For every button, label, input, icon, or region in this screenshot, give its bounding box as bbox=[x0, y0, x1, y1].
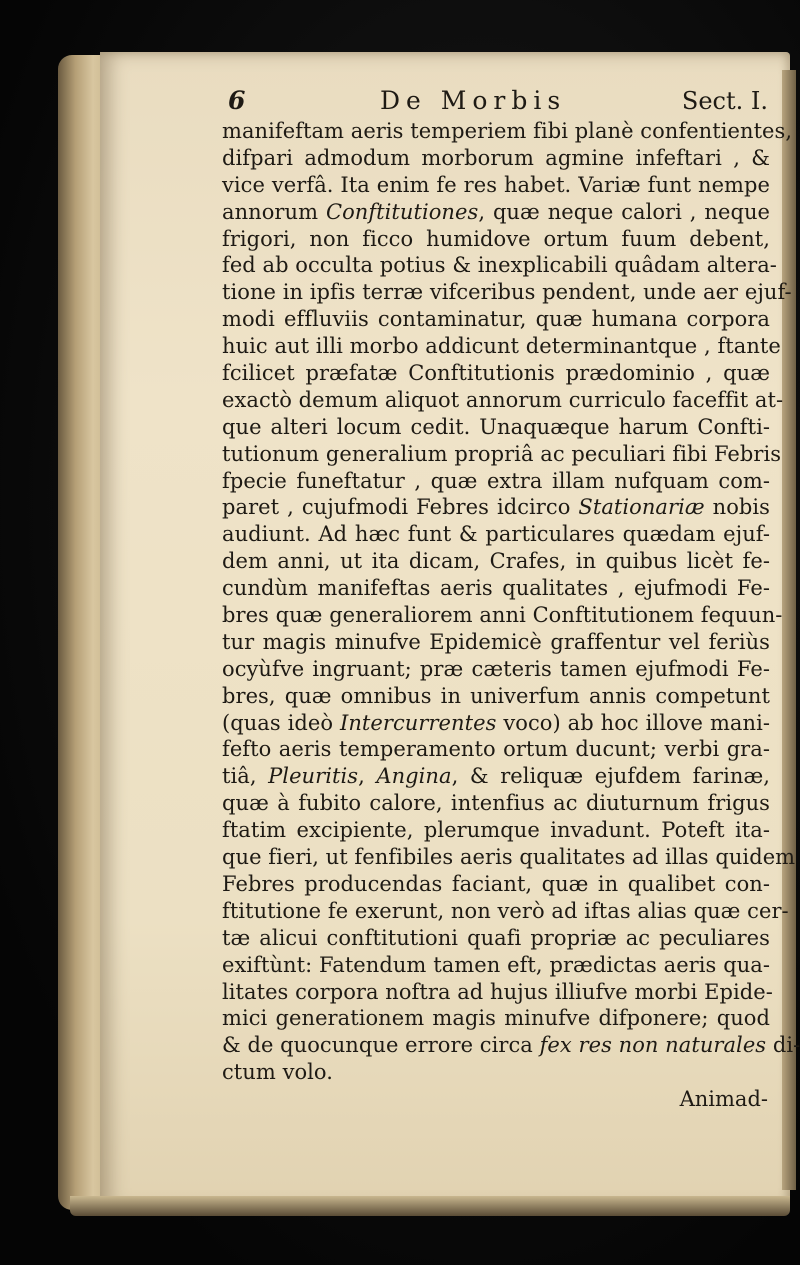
text-line bbox=[222, 898, 789, 925]
text-run: , bbox=[358, 764, 377, 789]
text-run: (quas ideò bbox=[222, 710, 341, 735]
text-run: audiunt. Ad hæc funt & particulares quædam ejuf- bbox=[222, 522, 770, 547]
text-run: exactò demum aliquot annorum curriculo faceffit at- bbox=[222, 387, 784, 412]
text-line bbox=[222, 118, 793, 145]
text-run: bres, quæ omnibus in univerfum annis competunt bbox=[222, 683, 770, 708]
text-run: bres quæ generaliorem anni Conftitutionem fequun- bbox=[222, 603, 783, 628]
text-run: Febres producendas faciant, quæ in qualibet con- bbox=[222, 871, 770, 896]
text-run: fcilicet præfatæ Conftitutionis prædominio , quæ bbox=[222, 361, 770, 386]
text-line bbox=[222, 629, 770, 656]
text-run: , quæ neque calori , neque bbox=[478, 199, 771, 224]
text-run: vice verfâ. Ita enim fe res habet. Variæ funt nempe bbox=[222, 172, 770, 197]
italic-term: Stationariæ bbox=[578, 495, 705, 520]
section-label: Sect. I. bbox=[681, 87, 768, 115]
text-run: frigori, non ficco humidove ortum fuum debent, bbox=[222, 226, 770, 251]
text-block bbox=[222, 86, 800, 1113]
text-line bbox=[222, 656, 770, 683]
italic-term: Pleuritis bbox=[268, 764, 359, 789]
italic-term: Angina bbox=[376, 764, 452, 789]
text-run: tiâ, bbox=[222, 764, 269, 789]
text-line bbox=[222, 952, 770, 979]
text-line bbox=[222, 1005, 770, 1032]
text-line bbox=[222, 710, 770, 737]
text-line bbox=[222, 683, 770, 710]
page-bottom-edge bbox=[70, 1196, 790, 1216]
text-line bbox=[222, 1059, 770, 1086]
catchword: Animad- bbox=[679, 1087, 768, 1112]
text-line bbox=[222, 763, 770, 790]
text-run: dem anni, ut ita dicam, Crafes, in quibus licèt fe- bbox=[222, 549, 770, 574]
text-run: tur magis minufve Epidemicè graffentur vel feriùs bbox=[222, 629, 770, 654]
text-run: tutionum generalium propriâ ac peculiari fibi Febris bbox=[222, 441, 782, 466]
italic-term: Intercurrentes bbox=[340, 710, 497, 735]
italic-term: fex res non naturales bbox=[539, 1033, 767, 1058]
text-run: ftatim excipiente, plerumque invadunt. Poteft ita- bbox=[222, 818, 770, 843]
text-line bbox=[222, 871, 770, 898]
text-line bbox=[222, 199, 770, 226]
text-line bbox=[222, 252, 777, 279]
text-run: & de quocunque errore circa bbox=[222, 1033, 540, 1058]
text-run: que fieri, ut fenfibiles aeris qualitates ad illas quidem bbox=[222, 845, 796, 870]
page-number: 6 bbox=[228, 86, 246, 115]
text-run: di- bbox=[766, 1033, 800, 1058]
text-line bbox=[222, 226, 770, 253]
text-line bbox=[222, 548, 770, 575]
text-line bbox=[222, 387, 784, 414]
text-line bbox=[222, 441, 782, 468]
text-line bbox=[222, 279, 792, 306]
text-run: mici generationem magis minufve difponere; quod bbox=[222, 1006, 770, 1031]
page-edge bbox=[782, 70, 796, 1190]
text-run: cundùm manifeftas aeris qualitates , ejufmodi Fe- bbox=[222, 576, 770, 601]
text-line bbox=[222, 333, 781, 360]
text-run: voco) ab hoc illove mani- bbox=[496, 710, 770, 735]
text-run: tæ alicui conftitutioni quafi propriæ ac peculiares bbox=[222, 925, 770, 950]
text-run: , & reliquæ ejufdem farinæ, bbox=[451, 764, 771, 789]
text-line bbox=[222, 736, 770, 763]
text-line bbox=[222, 468, 770, 495]
text-line bbox=[222, 521, 770, 548]
text-run: fefto aeris temperamento ortum ducunt; verbi gra- bbox=[222, 737, 770, 762]
text-run: tione in ipfis terræ vifceribus pendent, unde aer ejuf- bbox=[222, 280, 792, 305]
text-run: exiftùnt: Fatendum tamen eft, prædictas aeris qua- bbox=[222, 952, 770, 977]
text-run: nobis bbox=[704, 495, 770, 520]
text-line bbox=[222, 817, 770, 844]
italic-term: Conftitutiones bbox=[325, 199, 479, 224]
text-run: difpari admodum morborum agmine infeftari , & bbox=[222, 145, 770, 170]
text-run: quæ à fubito calore, intenfius ac diuturnum frigus bbox=[222, 791, 770, 816]
text-line bbox=[222, 1032, 800, 1059]
text-run: que alteri locum cedit. Unaquæque harum Confti- bbox=[222, 414, 770, 439]
body-text bbox=[222, 118, 800, 1086]
text-line bbox=[222, 414, 770, 441]
text-run: ftitutione fe exerunt, non verò ad iftas alias quæ cer- bbox=[222, 898, 789, 923]
text-run: ctum volo. bbox=[222, 1060, 333, 1085]
text-line bbox=[222, 172, 770, 199]
text-line bbox=[222, 494, 770, 521]
text-run: ocyùfve ingruant; præ cæteris tamen ejufmodi Fe- bbox=[222, 656, 770, 681]
text-line bbox=[222, 979, 773, 1006]
text-line bbox=[222, 145, 770, 172]
text-run: huic aut illi morbo addicunt determinantque , ftante bbox=[222, 334, 781, 359]
text-run: fed ab occulta potius & inexplicabili quâdam altera- bbox=[222, 253, 777, 278]
running-title: De Morbis bbox=[380, 86, 567, 115]
text-run: litates corpora noftra ad hujus illiufve morbi Epide- bbox=[222, 979, 773, 1004]
text-line bbox=[222, 306, 770, 333]
text-run: fpecie funeftatur , quæ extra illam nufquam com- bbox=[222, 468, 770, 493]
text-line bbox=[222, 602, 783, 629]
text-run: paret , cujufmodi Febres idcirco bbox=[222, 495, 579, 520]
text-line bbox=[222, 360, 770, 387]
text-line bbox=[222, 844, 796, 871]
running-head bbox=[222, 86, 770, 116]
text-line bbox=[222, 925, 770, 952]
text-run: annorum bbox=[222, 199, 326, 224]
text-line bbox=[222, 790, 770, 817]
text-run: modi effluviis contaminatur, quæ humana corpora bbox=[222, 307, 770, 332]
text-run: manifeftam aeris temperiem fibi planè confentientes, bbox=[222, 119, 793, 143]
text-line bbox=[222, 575, 770, 602]
